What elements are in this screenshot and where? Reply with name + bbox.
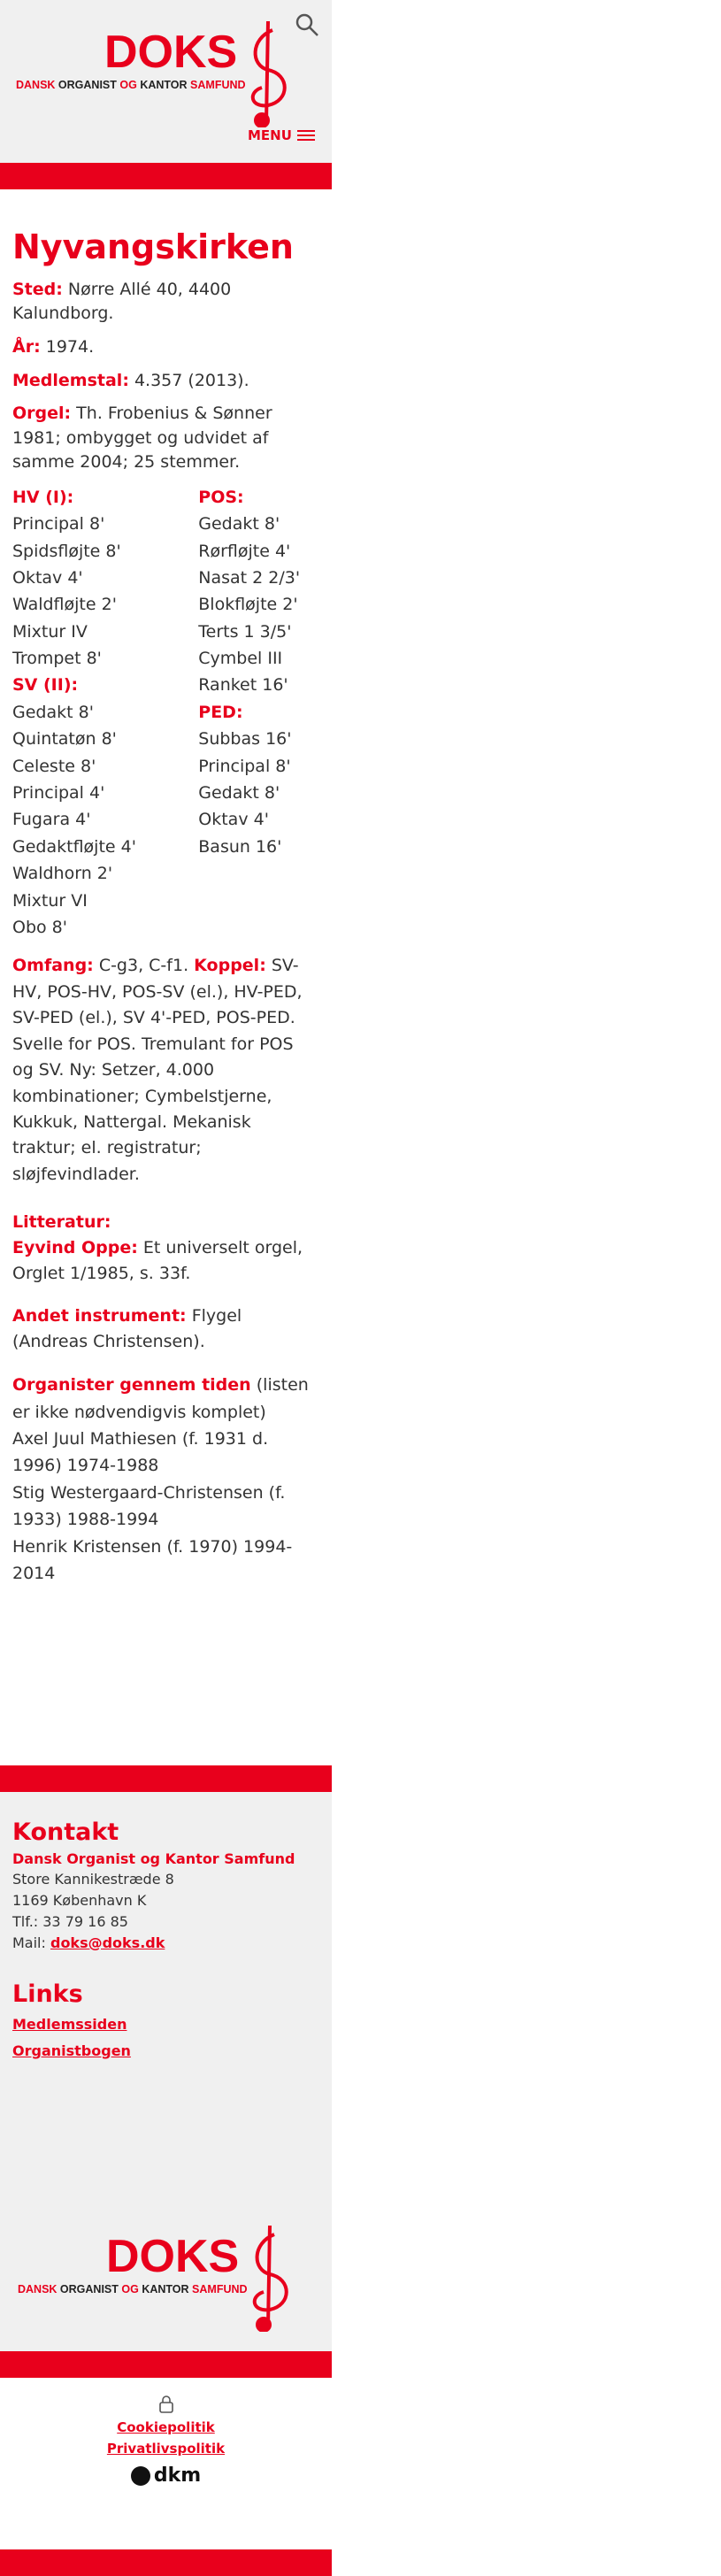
organister-section [12,1372,318,1587]
stop-item: Spidsfløjte 8' [12,541,121,561]
footer-doks-logo[interactable] [18,2226,318,2332]
list-item: Henrik Kristensen (f. 1970) 1994-2014 [12,1536,293,1584]
litteratur-reference: Et universelt orgel, Orglet 1/1985, s. 33f. [12,1238,303,1283]
list-item: Axel Juul Mathiesen (f. 1931 d. 1996) 1974-1988 [12,1429,269,1476]
stop-item: Gedakt 8' [12,702,94,722]
menu-label: MENU [248,127,292,143]
footer-street: Store Kannikestræde 8 [12,1870,174,1888]
page-title: Nyvangskirken [12,227,294,266]
footer-tel: Tlf.: 33 79 16 85 [12,1912,128,1930]
aar-value: 1974. [45,336,95,357]
main-content [12,227,318,1587]
search-button[interactable] [295,12,319,37]
stop-list [12,484,318,942]
stop-item: Oktav 4' [198,810,269,830]
list-item: Stig Westergaard-Christensen (f. 1933) 1988-1994 [12,1482,286,1530]
stop-item: Fugara 4' [12,810,91,830]
cookiepolitik-link[interactable]: Cookiepolitik [117,2419,215,2435]
menu-button[interactable] [248,127,315,143]
stop-item: Principal 4' [12,783,105,804]
site-header [0,0,332,163]
stop-item: Trompet 8' [12,649,102,669]
links-heading: Links [12,1980,83,2008]
andet-label: Andet instrument: [12,1306,187,1326]
stop-item: Subbas 16' [198,729,292,750]
footer-links [12,2011,318,2065]
organister-label: Organister gennem tiden [12,1375,251,1396]
footer-contact [12,1819,318,2065]
kontakt-heading: Kontakt [12,1819,119,1846]
medlemstal-line [12,369,318,394]
orgel-label: Orgel: [12,404,72,424]
stop-item: Basun 16' [198,836,282,857]
stop-item: Ranket 16' [198,675,288,696]
stop-item: Quintatøn 8' [12,729,117,750]
stop-item: Obo 8' [12,917,67,937]
footer-logo-title: DOKS [106,2231,240,2282]
omfang-value: C-g3, C-f1. [98,956,189,976]
division-title: SV (II): [12,675,79,696]
omfang-line [12,953,318,1188]
stop-item: Gedakt 8' [198,783,280,804]
stop-item: Celeste 8' [12,756,96,776]
legal-section [0,2378,332,2576]
division-title: HV (I): [12,487,74,507]
dkm-text: dkm [153,2465,202,2487]
link-medlemssiden[interactable]: Medlemssiden [12,2015,127,2033]
orgel-value: Th. Frobenius & Sønner 1981; ombygget og udvidet af samme 2004; 25 stemmer. [12,404,272,473]
doks-logo[interactable] [16,21,317,127]
organister-intro: (listen er ikke nødvendigvis komplet) [12,1375,309,1422]
litteratur-author: Eyvind Oppe: [12,1238,138,1258]
stop-item: Gedaktfløjte 4' [12,836,136,857]
stop-item: Mixtur VI [12,890,88,911]
stop-item: Nasat 2 2/3' [198,567,301,588]
orgel-line [12,402,318,475]
footer-red-bar [0,1765,332,1792]
lock-icon [158,2378,174,2413]
andet-instrument [12,1303,318,1354]
doks-logo-graphic [16,21,317,127]
stops-left-column [12,484,188,942]
stop-item: Mixtur IV [12,621,88,642]
organister-heading [12,1372,318,1426]
footer-logo-subtitle: DANSK ORGANIST OG KANTOR SAMFUND [18,2283,248,2295]
aar-label: År: [12,336,41,357]
footer-bottom-red-bar [0,2351,332,2378]
koppel-value: SV-HV, POS-HV, POS-SV (el.), HV-PED, SV-PED (el.), SV 4'-PED, POS-PED. Svelle for POS. Tremulant for POS og SV. Ny: Setzer, 4.000 kombinationer; Cymbelstjerne, Kukkuk, Nattergal. Mekanisk traktur; el. registratur; sløjfevindlader. [12,956,303,1184]
stop-item: Principal 8' [198,756,291,776]
sted-line [12,278,318,327]
division-title: PED: [198,702,243,722]
header-red-bar [0,163,332,189]
stop-item: Rørfløjte 4' [198,541,291,561]
stop-item: Gedakt 8' [198,514,280,534]
stop-item: Principal 8' [12,514,105,534]
litteratur-text [12,1235,318,1286]
dkm-dot-icon [131,2466,150,2486]
koppel-label: Koppel: [194,956,266,976]
footer-mail [12,1933,318,1954]
stop-item: Cymbel III [198,649,283,669]
aar-line [12,335,318,360]
andet-value: Flygel (Andreas Christensen). [12,1306,242,1351]
site-footer [0,1792,332,2351]
mail-link[interactable]: doks@doks.dk [50,1934,165,1951]
medlemstal-label: Medlemstal: [12,370,129,390]
logo-title: DOKS [104,27,238,78]
mail-label: Mail: [12,1934,46,1951]
stop-item: Oktav 4' [12,567,83,588]
hamburger-icon [297,130,315,142]
division-title: POS: [198,487,244,507]
logo-subtitle: DANSK ORGANIST OG KANTOR SAMFUND [16,79,246,91]
legal-red-bar [0,2549,332,2576]
stop-item: Waldhorn 2' [12,864,113,884]
footer-logo-graphic [18,2226,318,2332]
stop-item: Terts 1 3/5' [198,621,292,642]
stop-item: Blokfløjte 2' [198,595,298,615]
sted-value: Nørre Allé 40, 4400 Kalundborg. [12,279,232,324]
litteratur-heading: Litteratur: [12,1212,111,1233]
stop-item: Waldfløjte 2' [12,595,117,615]
footer-city: 1169 København K [12,1891,147,1909]
medlemstal-value: 4.357 (2013). [134,370,249,390]
privatlivspolitik-link[interactable]: Privatlivspolitik [106,2441,226,2457]
omfang-label: Omfang: [12,956,94,976]
sted-label: Sted: [12,279,63,299]
search-icon [295,12,319,37]
dkm-logo[interactable] [0,2465,332,2487]
footer-org-name: Dansk Organist og Kantor Samfund [12,1850,295,1867]
stops-right-column [198,484,318,942]
link-organistbogen[interactable]: Organistbogen [12,2042,131,2059]
